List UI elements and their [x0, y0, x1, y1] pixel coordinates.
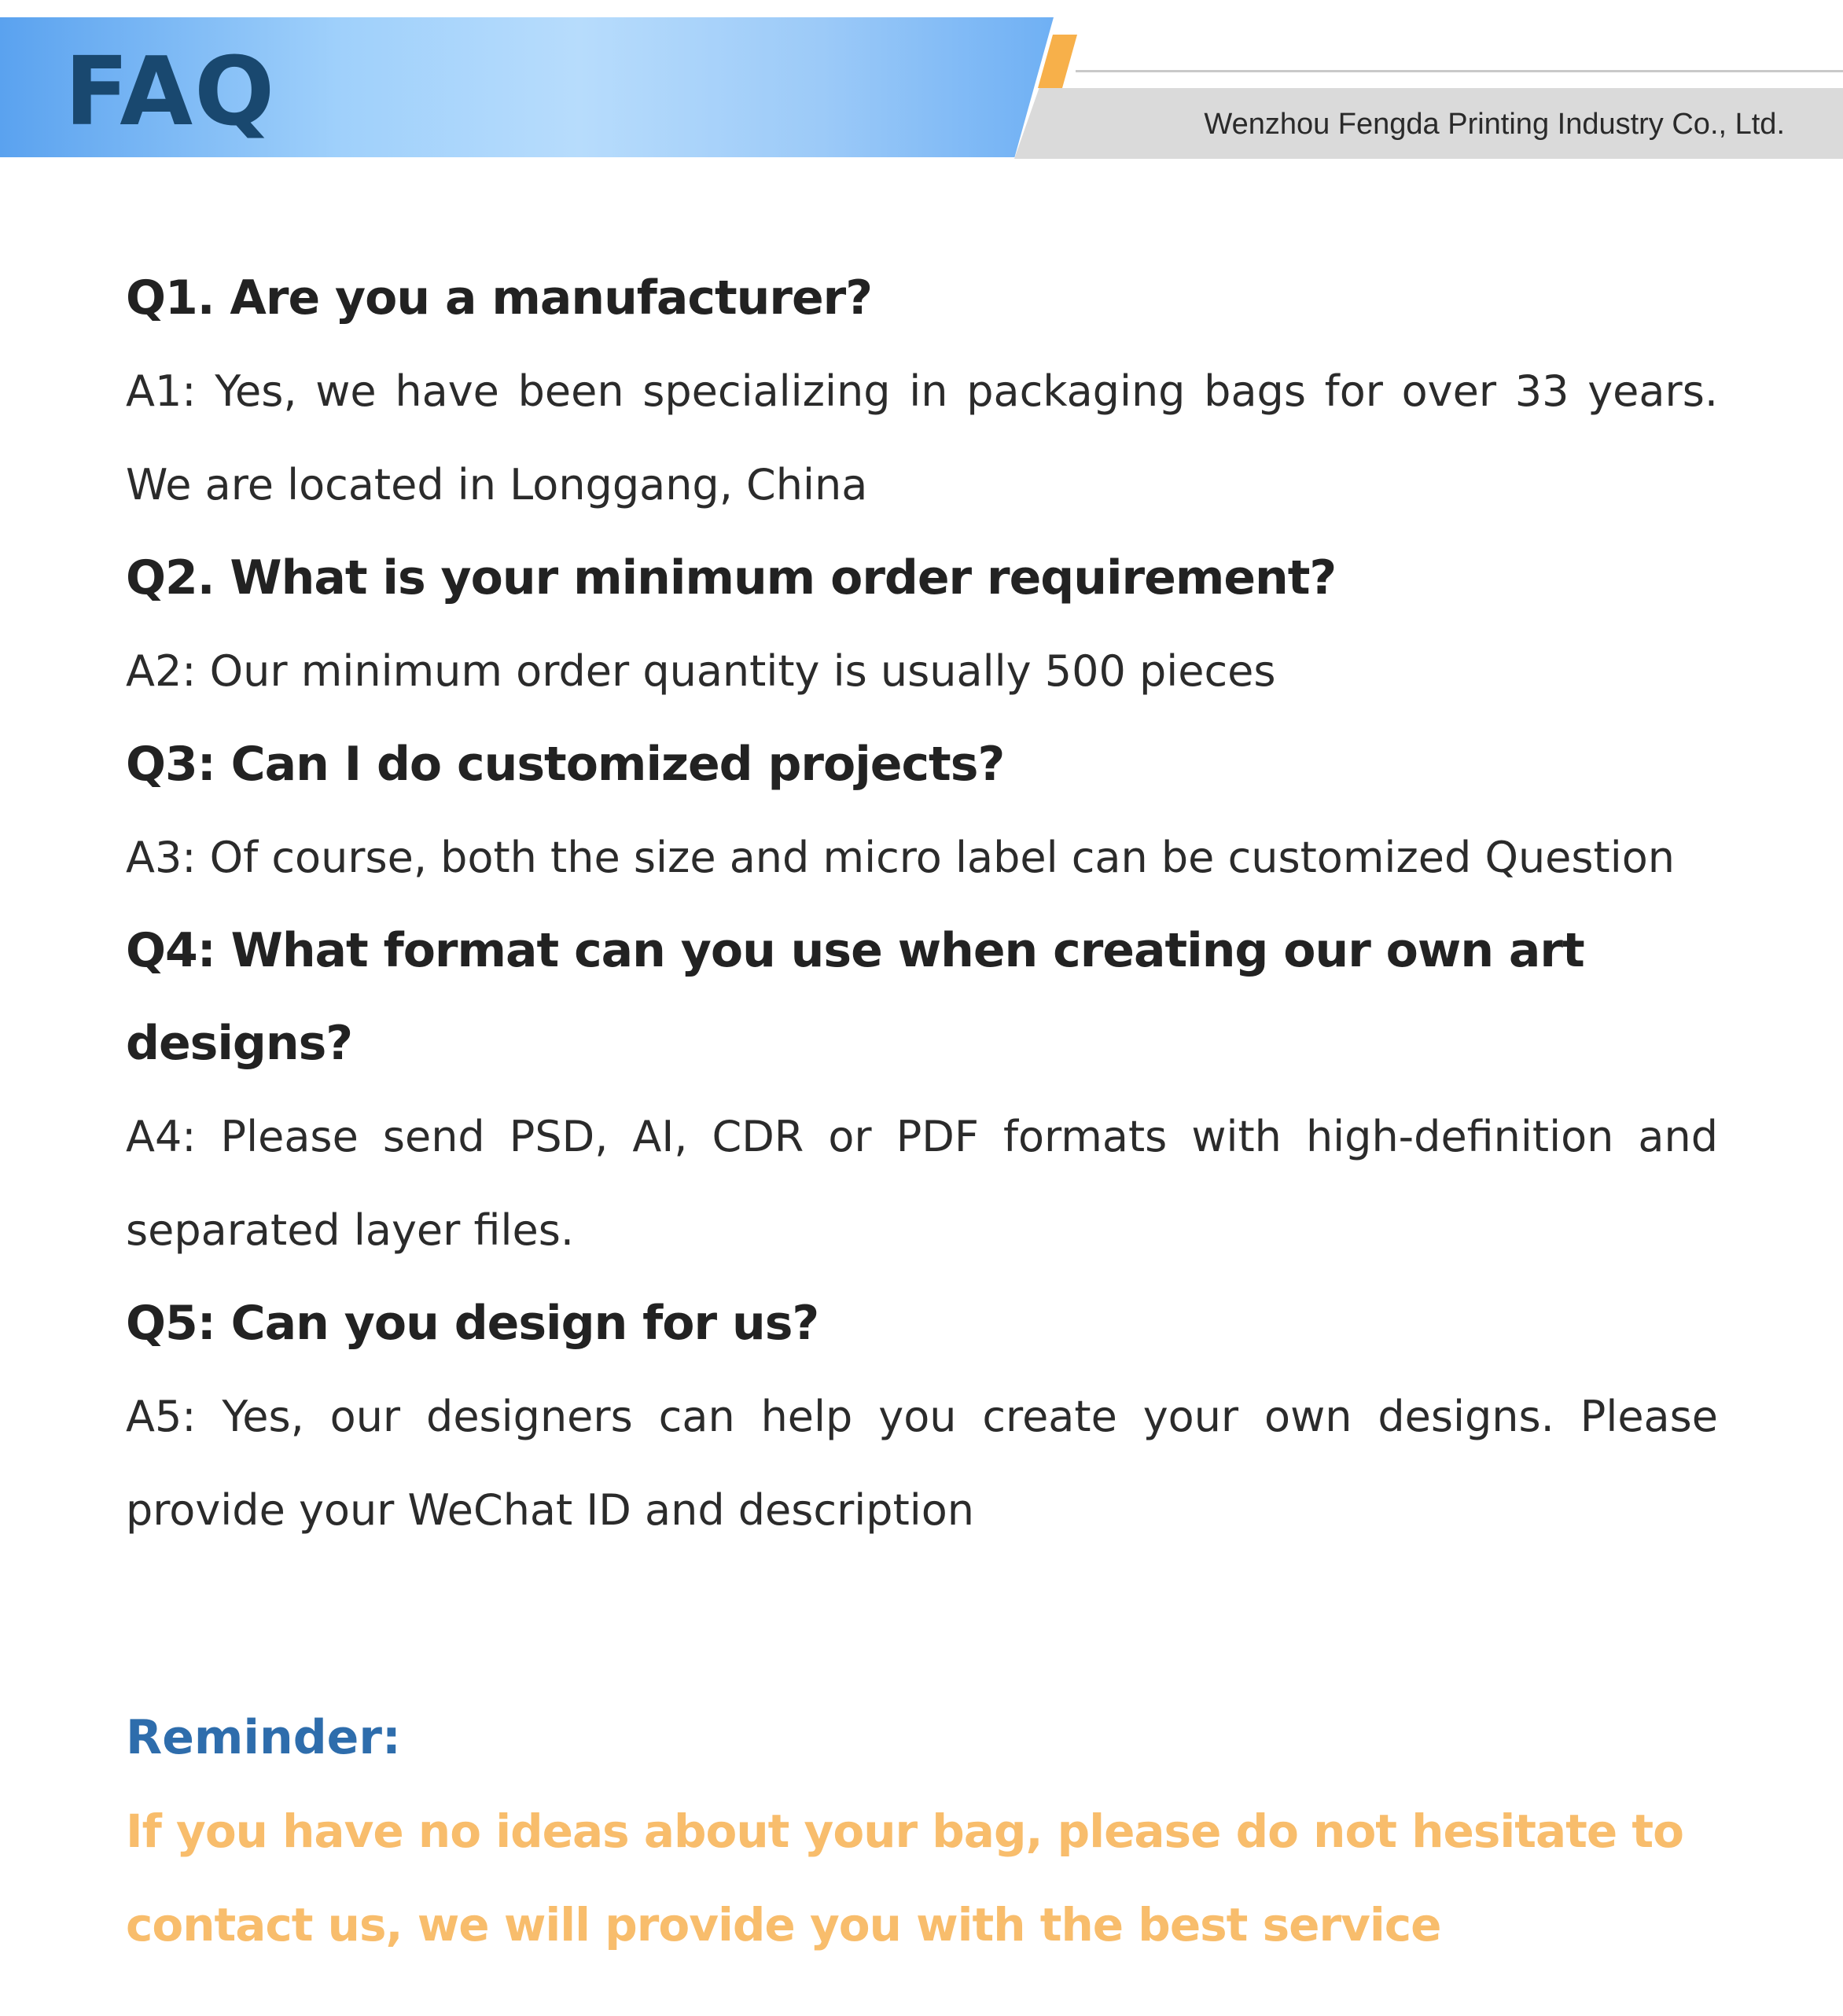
faq-answer: A1: Yes, we have been specializing in packaging bags for over 33 years. We are located in Longgang, China	[126, 366, 1718, 510]
faq-item-2	[126, 532, 1718, 718]
faq-item-4	[126, 904, 1718, 1277]
faq-answer: A4: Please send PSD, AI, CDR or PDF formats with high-definition and separated layer files.	[126, 1112, 1718, 1255]
faq-question: Q5: Can you design for us?	[126, 1296, 819, 1351]
company-name: Wenzhou Fengda Printing Industry Co., Ltd.	[1204, 108, 1785, 141]
faq-item-5	[126, 1277, 1718, 1557]
banner-divider-line	[1076, 70, 1843, 72]
reminder-title: Reminder:	[126, 1710, 401, 1765]
reminder-text: If you have no ideas about your bag, please do not hesitate to contact us, we will provide you with the best service	[126, 1804, 1683, 1952]
faq-question: Q3: Can I do customized projects?	[126, 737, 1005, 792]
faq-question: Q1. Are you a manufacturer?	[126, 270, 873, 326]
reminder-section	[126, 1690, 1718, 1972]
faq-item-3	[126, 718, 1718, 904]
faq-answer: A3: Of course, both the size and micro label can be customized Question	[126, 833, 1675, 882]
faq-answer: A5: Yes, our designers can help you create your own designs. Please provide your WeChat ID and description	[126, 1392, 1718, 1535]
faq-question: Q4: What format can you use when creating our own art designs?	[126, 923, 1584, 1071]
header-banner	[0, 0, 1843, 159]
faq-item-1	[126, 252, 1718, 532]
faq-question: Q2. What is your minimum order requirement?	[126, 550, 1337, 605]
faq-list	[126, 252, 1718, 1557]
faq-answer: A2: Our minimum order quantity is usually 500 pieces	[126, 646, 1276, 696]
page-title: FAQ	[64, 38, 277, 147]
